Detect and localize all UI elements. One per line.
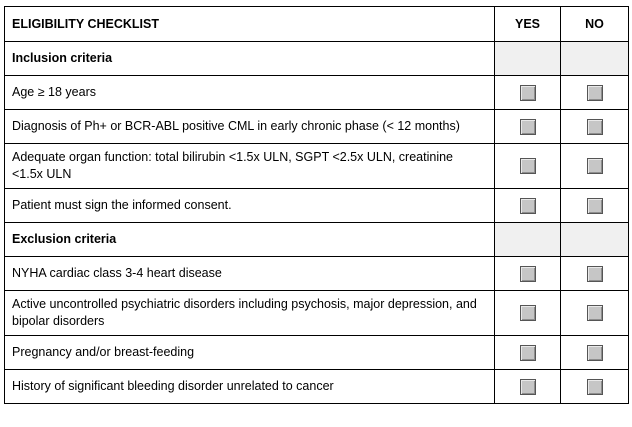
- checklist-title: ELIGIBILITY CHECKLIST: [5, 7, 495, 42]
- header-row: [5, 7, 629, 42]
- exclusion-section-row: [5, 223, 629, 257]
- criterion-text: Pregnancy and/or breast-feeding: [5, 336, 495, 370]
- section-shade-cell: [561, 42, 629, 76]
- no-checkbox[interactable]: [587, 198, 603, 214]
- no-checkbox[interactable]: [587, 379, 603, 395]
- criterion-text: Age ≥ 18 years: [5, 76, 495, 110]
- criterion-row: [5, 189, 629, 223]
- yes-cell: [495, 370, 561, 404]
- criterion-row: [5, 370, 629, 404]
- yes-cell: [495, 76, 561, 110]
- yes-checkbox[interactable]: [520, 266, 536, 282]
- yes-checkbox[interactable]: [520, 85, 536, 101]
- criterion-row: [5, 76, 629, 110]
- yes-cell: [495, 336, 561, 370]
- no-cell: [561, 76, 629, 110]
- no-checkbox[interactable]: [587, 158, 603, 174]
- criterion-text: Adequate organ function: total bilirubin <1.5x ULN, SGPT <2.5x ULN, creatinine <1.5x ULN: [5, 144, 495, 189]
- criterion-text: Active uncontrolled psychiatric disorders including psychosis, major depression, and bipolar disorders: [5, 291, 495, 336]
- no-checkbox[interactable]: [587, 266, 603, 282]
- eligibility-checklist-table: [4, 6, 629, 404]
- inclusion-heading: Inclusion criteria: [5, 42, 495, 76]
- criterion-row: [5, 291, 629, 336]
- yes-checkbox[interactable]: [520, 119, 536, 135]
- yes-checkbox[interactable]: [520, 345, 536, 361]
- no-checkbox[interactable]: [587, 305, 603, 321]
- yes-cell: [495, 257, 561, 291]
- no-checkbox[interactable]: [587, 119, 603, 135]
- yes-checkbox[interactable]: [520, 379, 536, 395]
- no-cell: [561, 257, 629, 291]
- yes-checkbox[interactable]: [520, 198, 536, 214]
- yes-cell: [495, 144, 561, 189]
- criterion-text: Patient must sign the informed consent.: [5, 189, 495, 223]
- no-cell: [561, 291, 629, 336]
- no-cell: [561, 336, 629, 370]
- yes-cell: [495, 110, 561, 144]
- criterion-text: NYHA cardiac class 3-4 heart disease: [5, 257, 495, 291]
- section-shade-cell: [561, 223, 629, 257]
- no-checkbox[interactable]: [587, 85, 603, 101]
- no-cell: [561, 370, 629, 404]
- yes-cell: [495, 189, 561, 223]
- no-checkbox[interactable]: [587, 345, 603, 361]
- criterion-text: Diagnosis of Ph+ or BCR-ABL positive CML in early chronic phase (< 12 months): [5, 110, 495, 144]
- no-column-header: NO: [561, 7, 629, 42]
- inclusion-section-row: [5, 42, 629, 76]
- criterion-row: [5, 336, 629, 370]
- criterion-row: [5, 110, 629, 144]
- criterion-text: History of significant bleeding disorder unrelated to cancer: [5, 370, 495, 404]
- yes-column-header: YES: [495, 7, 561, 42]
- yes-checkbox[interactable]: [520, 305, 536, 321]
- yes-cell: [495, 291, 561, 336]
- criterion-row: [5, 257, 629, 291]
- section-shade-cell: [495, 42, 561, 76]
- no-cell: [561, 189, 629, 223]
- no-cell: [561, 144, 629, 189]
- criterion-row: [5, 144, 629, 189]
- no-cell: [561, 110, 629, 144]
- yes-checkbox[interactable]: [520, 158, 536, 174]
- section-shade-cell: [495, 223, 561, 257]
- exclusion-heading: Exclusion criteria: [5, 223, 495, 257]
